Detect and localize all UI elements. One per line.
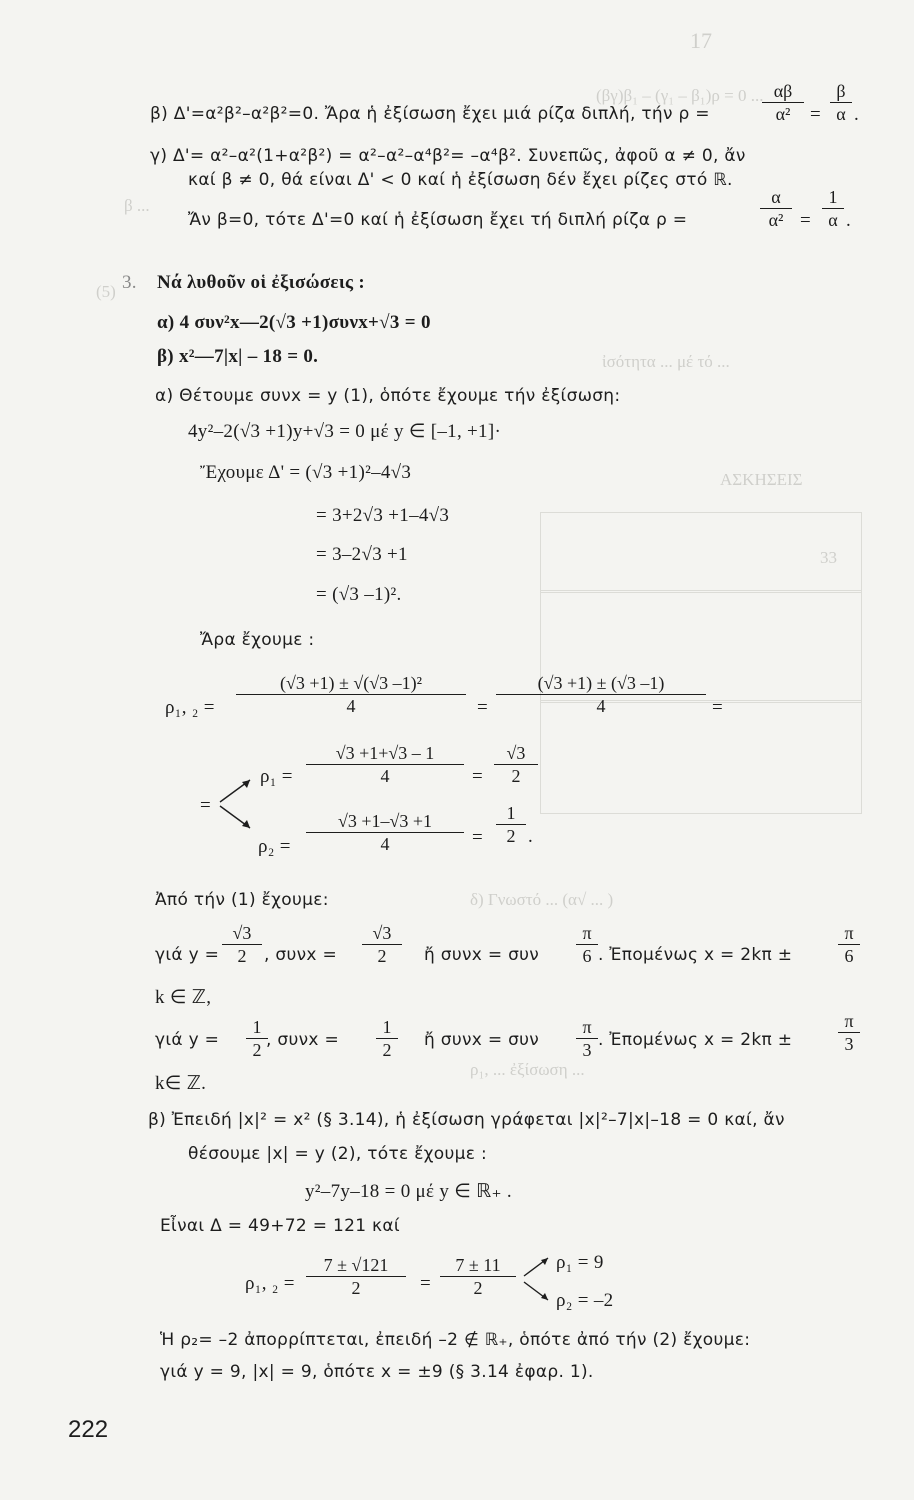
case1-cos-pi: ἤ συνx = συν — [424, 945, 540, 965]
gamma-case-line3: Ἄν β=0, τότε Δ'=0 καί ἡ ἐξίσωση ἔχει τή διπλή ρίζα ρ = — [188, 210, 688, 230]
fraction-denominator: 2 — [382, 1040, 392, 1060]
gamma-period: . — [846, 210, 852, 231]
page-number: 222 — [68, 1416, 109, 1443]
fraction-denominator: 4 — [380, 834, 390, 854]
case1-therefore: . Ἐπομένως x = 2kπ ± — [598, 945, 793, 965]
fraction-numerator: (√3 +1) ± (√3 –1) — [496, 672, 706, 695]
solution-a-line1: α) Θέτουμε συνx = y (1), ὁπότε ἔχουμε τήν ἐξίσωση: — [155, 386, 621, 406]
beta-fraction-b — [830, 80, 852, 125]
fraction-denominator: 2 — [252, 1040, 262, 1060]
beta-case-line: β) Δ'=α²β²–α²β²=0. Ἄρα ἡ ἐξίσωση ἔχει μιά ρίζα διπλή, τήν ρ = — [150, 104, 710, 124]
rho1-fraction — [306, 742, 464, 787]
case2-cos-label: , συνx = — [266, 1030, 340, 1050]
rho12-fraction-1 — [236, 672, 466, 717]
case1-k-integer: k ∈ ℤ, — [155, 987, 212, 1008]
rho2-result — [496, 802, 526, 847]
branch-equals: = — [200, 795, 212, 816]
fraction-numerator: 1 — [496, 802, 526, 825]
fraction-denominator: 4 — [346, 696, 356, 716]
from-eq1: Ἀπό τήν (1) ἔχουμε: — [155, 890, 329, 910]
case1-fraction-y — [222, 922, 262, 967]
fraction-numerator: π — [838, 922, 860, 945]
fraction-denominator: 2 — [473, 1278, 483, 1298]
fraction-denominator: α² — [775, 104, 791, 124]
case2-fraction-pi3-b — [838, 1010, 860, 1055]
gamma-case-line1: γ) Δ'= α²–α²(1+α²β²) = α²–α²–α⁴β²= –α⁴β². Συνεπῶς, ἀφοῦ α ≠ 0, ἄν — [150, 146, 746, 166]
delta-line2: = 3+2√3 +1–4√3 — [316, 505, 450, 526]
exercise-equation-b: β) x²—7|x| – 18 = 0. — [157, 346, 319, 367]
fraction-numerator: 7 ± √121 — [306, 1254, 406, 1277]
fraction-denominator: α² — [768, 210, 784, 230]
delta-line1: Ἔχουμε Δ' = (√3 +1)²–4√3 — [200, 462, 412, 483]
fraction-numerator: 7 ± 11 — [440, 1254, 516, 1277]
case2-cos-pi: ἤ συνx = συν — [424, 1030, 540, 1050]
fraction-numerator: 1 — [822, 186, 844, 209]
exercise-number: 3. — [122, 272, 137, 293]
rho1-equals: = — [472, 766, 484, 787]
solution-a-line2: 4y²–2(√3 +1)y+√3 = 0 μέ y ∈ [–1, +1]· — [188, 421, 502, 442]
rho2-label: ρ₂ = — [258, 836, 291, 857]
case2-y-label: γιά y = — [155, 1030, 220, 1050]
gamma-equals: = — [800, 210, 812, 231]
fraction-denominator: 2 — [511, 766, 521, 786]
solution-b-rho1: ρ₁ = 9 — [556, 1252, 604, 1273]
fraction-denominator: 2 — [237, 946, 247, 966]
fraction-numerator: α — [760, 186, 792, 209]
delta-line3: = 3–2√3 +1 — [316, 544, 408, 565]
exercise-heading: Νά λυθοῦν οἱ ἐξισώσεις : — [157, 272, 365, 293]
fraction-numerator: αβ — [762, 80, 804, 103]
fraction-denominator: α — [836, 104, 846, 124]
gamma-case-line2: καί β ≠ 0, θά είναι Δ' < 0 καί ἡ ἐξίσωση δέν ἔχει ρίζες στό ℝ. — [188, 170, 733, 190]
fraction-numerator: π — [576, 1016, 598, 1039]
fraction-numerator: 1 — [246, 1016, 268, 1039]
delta-line4: = (√3 –1)². — [316, 584, 402, 605]
fraction-numerator: (√3 +1) ± √(√3 –1)² — [236, 672, 466, 695]
fraction-numerator: π — [838, 1010, 860, 1033]
ara-exoume: Ἄρα ἔχουμε : — [200, 630, 315, 650]
rho12-equals: = — [477, 697, 489, 718]
gamma-fraction-1 — [822, 186, 844, 231]
beta-period: . — [854, 104, 860, 125]
solution-b-line5: γιά y = 9, |x| = 9, ὁπότε x = ±9 (§ 3.14 ἐφαρ. 1). — [160, 1362, 594, 1382]
fraction-denominator: 3 — [844, 1034, 854, 1054]
solution-b-line3: y²–7y–18 = 0 μέ y ∈ ℝ₊ . — [305, 1181, 512, 1202]
rho1-result — [494, 742, 538, 787]
case2-fraction-pi3 — [576, 1016, 598, 1061]
case2-fraction-cos — [376, 1016, 398, 1061]
case1-fraction-pi6 — [576, 922, 598, 967]
exercise-equation-a: α) 4 συν²x—2(√3 +1)συνx+√3 = 0 — [157, 312, 431, 333]
rho12-trailing-equals: = — [712, 697, 724, 718]
beta-equals: = — [810, 104, 822, 125]
solution-b-fraction-2 — [440, 1254, 516, 1299]
case2-k-integer: k∈ ℤ. — [155, 1073, 207, 1094]
solution-b-branch-arrows-icon — [522, 1252, 556, 1308]
case1-y-label: γιά y = — [155, 945, 220, 965]
fraction-numerator: β — [830, 80, 852, 103]
gamma-fraction-a — [760, 186, 792, 231]
fraction-numerator: √3 — [362, 922, 402, 945]
rho2-fraction — [306, 810, 464, 855]
rho2-period: . — [528, 826, 534, 847]
solution-b-line2: θέσουμε |x| = y (2), τότε ἔχουμε : — [188, 1144, 487, 1164]
solution-b-delta: Εἶναι Δ = 49+72 = 121 καί — [160, 1216, 400, 1236]
fraction-numerator: √3 — [494, 742, 538, 765]
rho12-label: ρ₁, ₂ = — [165, 697, 215, 718]
fraction-numerator: √3 +1–√3 +1 — [306, 810, 464, 833]
solution-b-line1: β) Ἐπειδή |x|² = x² (§ 3.14), ἡ ἐξίσωση γράφεται |x|²–7|x|–18 = 0 καί, ἄν — [148, 1110, 785, 1130]
fraction-denominator: 2 — [506, 826, 516, 846]
beta-fraction-ab — [762, 80, 804, 125]
rho12-fraction-2 — [496, 672, 706, 717]
fraction-denominator: 4 — [380, 766, 390, 786]
fraction-denominator: 6 — [582, 946, 592, 966]
fraction-numerator: √3 — [222, 922, 262, 945]
rho2-equals: = — [472, 827, 484, 848]
case1-cos-label: , συνx = — [264, 945, 338, 965]
solution-b-fraction-1 — [306, 1254, 406, 1299]
branch-arrows-icon — [216, 772, 266, 836]
fraction-numerator: π — [576, 922, 598, 945]
fraction-denominator: 3 — [582, 1040, 592, 1060]
solution-b-line4: Ἡ ρ₂= –2 ἀπορρίπτεται, ἐπειδή –2 ∉ ℝ₊, ὁπότε ἀπό τήν (2) ἔχουμε: — [160, 1330, 751, 1350]
fraction-denominator: 6 — [844, 946, 854, 966]
fraction-denominator: 2 — [351, 1278, 361, 1298]
fraction-denominator: 2 — [377, 946, 387, 966]
solution-b-rho12-label: ρ₁, ₂ = — [245, 1273, 295, 1294]
case2-therefore: . Ἐπομένως x = 2kπ ± — [598, 1030, 793, 1050]
case1-fraction-cos — [362, 922, 402, 967]
solution-b-rho2: ρ₂ = –2 — [556, 1290, 614, 1311]
fraction-denominator: 4 — [596, 696, 606, 716]
rho1-label: ρ₁ = — [260, 766, 293, 787]
fraction-numerator: √3 +1+√3 – 1 — [306, 742, 464, 765]
solution-b-equals: = — [420, 1273, 432, 1294]
fraction-denominator: α — [828, 210, 838, 230]
fraction-numerator: 1 — [376, 1016, 398, 1039]
case1-fraction-pi6-b — [838, 922, 860, 967]
case2-fraction-y — [246, 1016, 268, 1061]
